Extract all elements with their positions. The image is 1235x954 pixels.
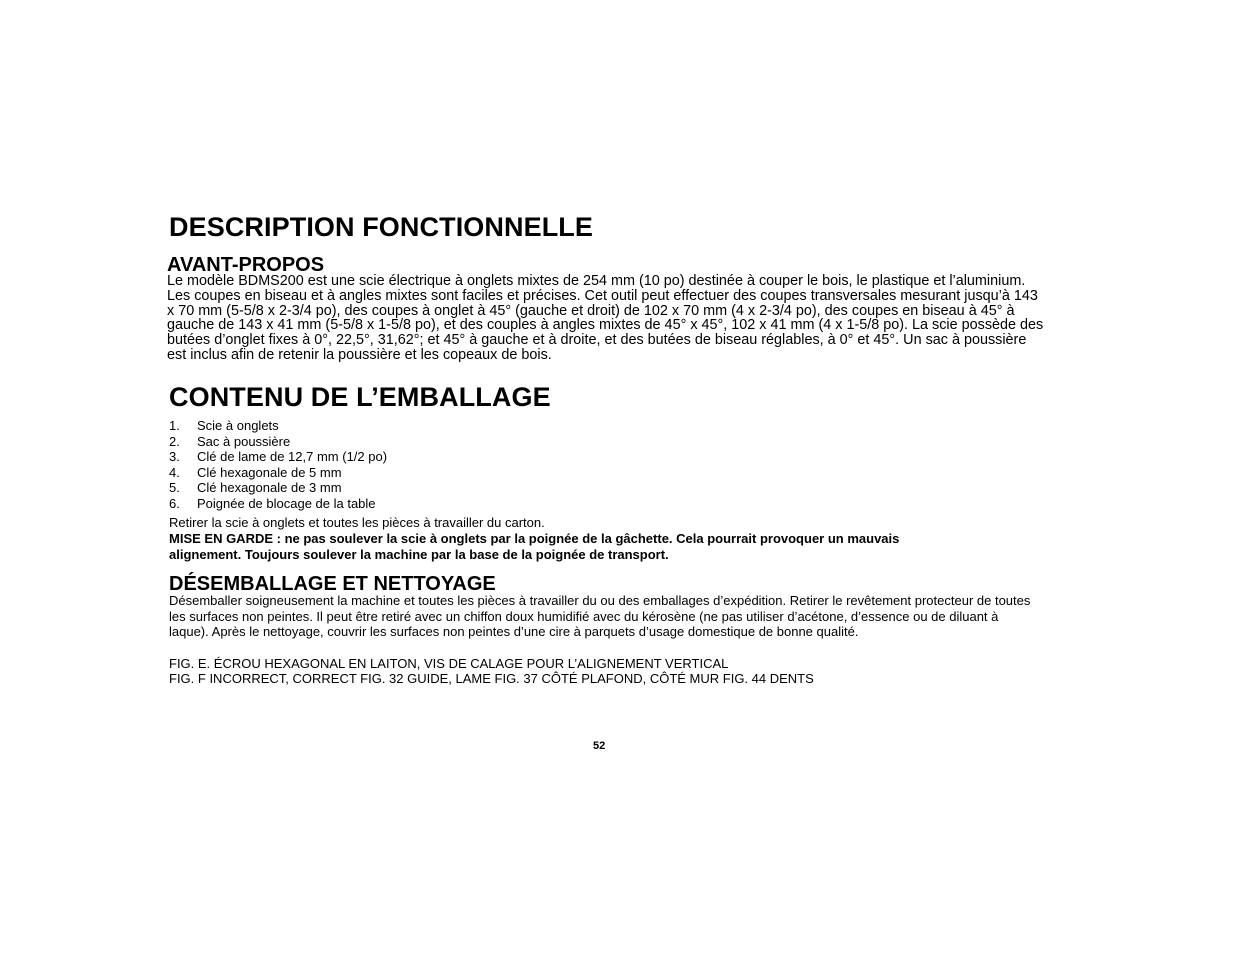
list-item	[169, 480, 387, 496]
list-item-text: Poignée de blocage de la table	[197, 495, 376, 511]
subsection-title-avant-propos: AVANT-PROPOS	[167, 254, 325, 276]
list-item	[169, 434, 387, 450]
list-item-number: 3.	[169, 449, 180, 465]
figure-caption-2: FIG. F INCORRECT, CORRECT FIG. 32 GUIDE, LAME FIG. 37 CÔTÉ PLAFOND, CÔTÉ MUR FIG. 44 DENTS	[169, 671, 814, 686]
list-item-text: Clé hexagonale de 3 mm	[197, 480, 342, 496]
list-item-number: 5.	[169, 480, 180, 496]
list-item-number: 1.	[169, 418, 180, 433]
section-title-description: DESCRIPTION FONCTIONNELLE	[169, 212, 594, 242]
warning-text: MISE EN GARDE : ne pas soulever la scie à onglets par la poignée de la gâchette. Cela pourrait provoquer un mauvais alignement. Toujours soulever la machine par la base de la poignée de transport.	[169, 531, 900, 562]
list-item-text: Clé hexagonale de 5 mm	[197, 464, 342, 480]
list-item-text: Scie à onglets	[197, 418, 279, 433]
list-item	[169, 449, 387, 465]
figure-caption-1: FIG. E. ÉCROU HEXAGONAL EN LAITON, VIS DE CALAGE POUR L’ALIGNEMENT VERTICAL	[169, 656, 729, 671]
list-item-number: 4.	[169, 464, 180, 480]
unpack-instruction: Retirer la scie à onglets et toutes les pièces à travailler du carton.	[169, 515, 545, 530]
avant-propos-paragraph: Le modèle BDMS200 est une scie électrique à onglets mixtes de 254 mm (10 po) destinée à couper le bois, le plastique et l’aluminium. Les coupes en biseau et à angles mixtes sont faciles et précises. Cet outil peut effectuer des coupes transversales mesurant jusqu’à 143 x 70 mm (5-5/8 x 2-3/4 po), des coupes à onglet à 45° (gauche et droit) de 102 x 70 mm (4 x 2-3/4 po), des coupes en biseau à 45° à gauche de 143 x 41 mm (5-5/8 x 1-5/8 po), et des couples à angles mixtes de 45° x 45°, 102 x 41 mm (4 x 1-5/8 po). La scie possède des butées d’onglet fixes à 0°, 22,5°, 31,62°; et 45° à gauche et à droite, et des butées de biseau réglables, à 0° et 45°. Un sac à poussière est inclus afin de retenir la poussière et les copeaux de bois.	[167, 273, 1044, 363]
package-contents-list	[169, 418, 387, 512]
list-item	[169, 465, 387, 481]
list-item	[169, 496, 387, 512]
list-item-number: 2.	[169, 433, 180, 449]
subsection-title-desemballage: DÉSEMBALLAGE ET NETTOYAGE	[169, 573, 496, 595]
desemballage-paragraph: Désemballer soigneusement la machine et toutes les pièces à travailler du ou des emballages d’expédition. Retirer le revêtement protecteur de toutes les surfaces non peintes. Il peut être retiré avec un chiffon doux humidifié avec du kérosène (ne pas utiliser d’acétone, d’essence ou de diluant à laque). Après le nettoyage, couvrir les surfaces non peintes d’une cire à parquets d’usage domestique de bonne qualité.	[169, 593, 1031, 640]
list-item-text: Sac à poussière	[197, 433, 291, 449]
page-number: 52	[593, 740, 606, 752]
section-title-contenu: CONTENU DE L’EMBALLAGE	[169, 382, 551, 412]
list-item-text: Clé de lame de 12,7 mm (1/2 po)	[197, 449, 388, 465]
list-item-number: 6.	[169, 495, 180, 511]
list-item	[169, 418, 387, 434]
